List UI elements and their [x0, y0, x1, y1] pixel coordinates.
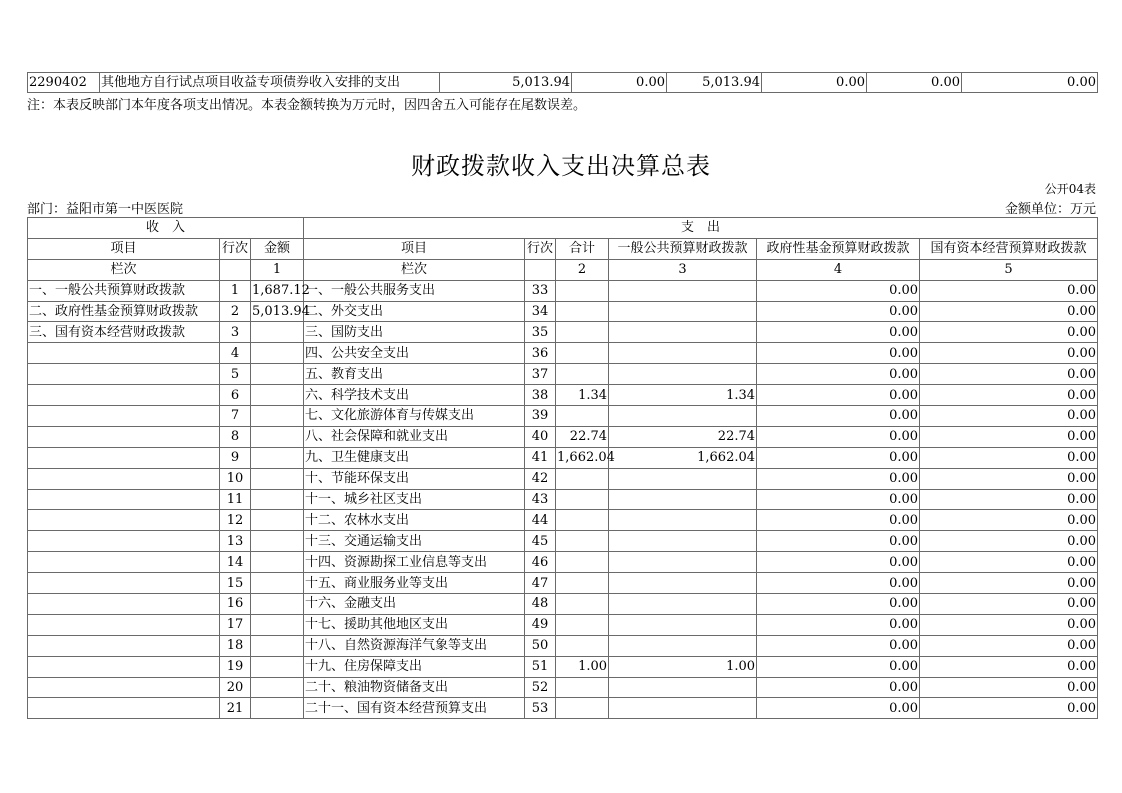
- header-row-columns: [28, 238, 1098, 259]
- expense-item: 九、卫生健康支出: [304, 447, 525, 468]
- income-item: 三、国有资本经营财政拨款: [28, 322, 220, 343]
- expense-row-no: 37: [525, 364, 556, 385]
- income-row-no: 14: [220, 552, 251, 573]
- expense-total: 1,662.04: [556, 447, 609, 468]
- table-row: [28, 426, 1098, 447]
- state-capital-value: 0.00: [920, 552, 1098, 573]
- gov-fund-value: 0.00: [757, 635, 920, 656]
- income-amount: [251, 635, 304, 656]
- expense-total: [556, 364, 609, 385]
- column-number: [525, 259, 556, 280]
- general-budget-value: [609, 301, 757, 322]
- gov-fund-value: 0.00: [757, 280, 920, 301]
- table-row: [28, 594, 1098, 615]
- general-budget-value: [609, 364, 757, 385]
- income-item: [28, 510, 220, 531]
- state-capital-value: 0.00: [920, 301, 1098, 322]
- expense-item: 一、一般公共服务支出: [304, 280, 525, 301]
- table-row: [28, 656, 1098, 677]
- general-budget-value: 1.00: [609, 656, 757, 677]
- gov-fund-value: 0.00: [757, 426, 920, 447]
- column-number: 1: [251, 259, 304, 280]
- state-capital-value: 0.00: [920, 489, 1098, 510]
- expense-total: [556, 635, 609, 656]
- amount-unit-label: 金额单位：万元: [1004, 202, 1096, 217]
- income-item: [28, 468, 220, 489]
- expense-item: 十八、自然资源海洋气象等支出: [304, 635, 525, 656]
- expense-item: 四、公共安全支出: [304, 343, 525, 364]
- expense-header: 支 出: [304, 218, 1098, 239]
- table-row: [28, 635, 1098, 656]
- table-row: [28, 343, 1098, 364]
- expense-item: 十六、金融支出: [304, 594, 525, 615]
- gov-fund-value: 0.00: [757, 322, 920, 343]
- income-row-no: 8: [220, 426, 251, 447]
- general-budget-value: [609, 468, 757, 489]
- general-budget-value: [609, 510, 757, 531]
- income-amount: [251, 364, 304, 385]
- general-budget-value: [609, 594, 757, 615]
- expense-row-no: 48: [525, 594, 556, 615]
- column-label: 栏次: [28, 259, 220, 280]
- table-row: [28, 447, 1098, 468]
- expense-row-no: 36: [525, 343, 556, 364]
- income-item: [28, 364, 220, 385]
- table-row: [28, 322, 1098, 343]
- state-capital-value: 0.00: [920, 364, 1098, 385]
- general-budget-value: [609, 614, 757, 635]
- expense-total: [556, 614, 609, 635]
- general-budget-value: [609, 677, 757, 698]
- income-amount: [251, 677, 304, 698]
- expense-item: 十、节能环保支出: [304, 468, 525, 489]
- income-amount: [251, 468, 304, 489]
- income-expense-summary-table: [27, 217, 1098, 719]
- table-row: [28, 385, 1098, 406]
- income-item-header: 项目: [28, 238, 220, 259]
- income-item: [28, 614, 220, 635]
- expense-row-no: 41: [525, 447, 556, 468]
- expense-row-no: 53: [525, 698, 556, 719]
- table-row: [28, 364, 1098, 385]
- expense-total: 1.34: [556, 385, 609, 406]
- income-item: [28, 385, 220, 406]
- table-row: [28, 531, 1098, 552]
- state-capital-value: 0.00: [920, 614, 1098, 635]
- table-row: [28, 280, 1098, 301]
- income-row-no: 12: [220, 510, 251, 531]
- income-row-no: 5: [220, 364, 251, 385]
- form-code: 公开04表: [1044, 182, 1096, 196]
- income-amount: [251, 406, 304, 427]
- expense-total: [556, 301, 609, 322]
- expense-total: [556, 698, 609, 719]
- expense-total: [556, 573, 609, 594]
- income-row-no: 10: [220, 468, 251, 489]
- income-item: [28, 406, 220, 427]
- income-amount: [251, 385, 304, 406]
- income-row-no: 9: [220, 447, 251, 468]
- expense-row-no: 44: [525, 510, 556, 531]
- expense-item: 三、国防支出: [304, 322, 525, 343]
- gov-fund-value: 0.00: [757, 343, 920, 364]
- expense-item: 十一、城乡社区支出: [304, 489, 525, 510]
- state-capital-value: 0.00: [920, 531, 1098, 552]
- gov-fund-value: 0.00: [757, 656, 920, 677]
- expense-item-header: 项目: [304, 238, 525, 259]
- expense-row-no: 42: [525, 468, 556, 489]
- income-item: [28, 635, 220, 656]
- income-item: [28, 343, 220, 364]
- expense-row-no: 39: [525, 406, 556, 427]
- income-item: [28, 698, 220, 719]
- income-amount-header: 金额: [251, 238, 304, 259]
- income-amount: [251, 447, 304, 468]
- expense-row-no: 50: [525, 635, 556, 656]
- gov-fund-value: 0.00: [757, 385, 920, 406]
- income-row-no: 1: [220, 280, 251, 301]
- function-code: 2290402: [28, 73, 100, 93]
- expense-item: 二、外交支出: [304, 301, 525, 322]
- general-budget-value: [609, 489, 757, 510]
- gov-fund-value: 0.00: [757, 406, 920, 427]
- expense-item: 十九、住房保障支出: [304, 656, 525, 677]
- income-amount: 5,013.94: [251, 301, 304, 322]
- page-title: 财政拨款收入支出决算总表: [411, 152, 711, 180]
- state-capital-value: 0.00: [920, 677, 1098, 698]
- general-budget-header: 一般公共预算财政拨款: [609, 238, 757, 259]
- gov-fund-value: 0.00: [757, 594, 920, 615]
- gov-fund-value: 0.00: [757, 468, 920, 489]
- general-budget-value: [609, 698, 757, 719]
- expense-row-no: 49: [525, 614, 556, 635]
- general-budget-value: 22.74: [609, 426, 757, 447]
- column-number: 3: [609, 259, 757, 280]
- table-row: [28, 614, 1098, 635]
- general-budget-value: [609, 531, 757, 552]
- column-number: 5: [920, 259, 1098, 280]
- header-row-sections: [28, 218, 1098, 239]
- income-amount: [251, 322, 304, 343]
- income-amount: [251, 552, 304, 573]
- state-capital-value: 0.00: [920, 656, 1098, 677]
- income-row-no: 13: [220, 531, 251, 552]
- column-number: [220, 259, 251, 280]
- income-row-no: 6: [220, 385, 251, 406]
- table-row: [28, 468, 1098, 489]
- expense-row-no: 46: [525, 552, 556, 573]
- gov-fund-value: 0.00: [757, 552, 920, 573]
- income-amount: [251, 698, 304, 719]
- expense-total: 22.74: [556, 426, 609, 447]
- income-row-no: 11: [220, 489, 251, 510]
- expense-row-no: 40: [525, 426, 556, 447]
- income-item: 一、一般公共预算财政拨款: [28, 280, 220, 301]
- gov-fund-value: 0.00: [757, 447, 920, 468]
- expense-total: [556, 510, 609, 531]
- income-item: [28, 447, 220, 468]
- table-row: [28, 406, 1098, 427]
- gov-fund-value: 0.00: [757, 614, 920, 635]
- state-capital-value: 0.00: [920, 322, 1098, 343]
- income-item: [28, 552, 220, 573]
- income-item: [28, 531, 220, 552]
- expense-item: 二十、粮油物资储备支出: [304, 677, 525, 698]
- cell-value: 5,013.94: [667, 73, 762, 93]
- income-item: [28, 426, 220, 447]
- state-capital-value: 0.00: [920, 447, 1098, 468]
- income-item: [28, 677, 220, 698]
- table-footnote: 注：本表反映部门本年度各项支出情况。本表金额转换为万元时，因四舍五入可能存在尾数误差。: [27, 98, 587, 113]
- income-item: [28, 656, 220, 677]
- income-row-no: 2: [220, 301, 251, 322]
- column-number: 4: [757, 259, 920, 280]
- state-capital-value: 0.00: [920, 635, 1098, 656]
- expense-row-no: 33: [525, 280, 556, 301]
- header-row-column-numbers: [28, 259, 1098, 280]
- expense-row-no: 34: [525, 301, 556, 322]
- expense-item: 十四、资源勘探工业信息等支出: [304, 552, 525, 573]
- table-row: [28, 552, 1098, 573]
- income-item: [28, 594, 220, 615]
- state-capital-value: 0.00: [920, 406, 1098, 427]
- income-row-no: 20: [220, 677, 251, 698]
- expense-row-no: 35: [525, 322, 556, 343]
- table-row: [28, 698, 1098, 719]
- state-capital-header: 国有资本经营预算财政拨款: [920, 238, 1098, 259]
- gov-fund-value: 0.00: [757, 364, 920, 385]
- expense-total: [556, 468, 609, 489]
- cell-value: 0.00: [867, 73, 962, 93]
- income-row-no: 16: [220, 594, 251, 615]
- income-item: [28, 573, 220, 594]
- department-label: 部门：益阳市第一中医医院: [27, 202, 184, 217]
- state-capital-value: 0.00: [920, 426, 1098, 447]
- expense-item: 六、科学技术支出: [304, 385, 525, 406]
- income-amount: [251, 594, 304, 615]
- expense-item: 七、文化旅游体育与传媒支出: [304, 406, 525, 427]
- previous-table-last-row: [27, 72, 1098, 93]
- general-budget-value: 1.34: [609, 385, 757, 406]
- expense-row-no-header: 行次: [525, 238, 556, 259]
- table-row: [28, 573, 1098, 594]
- column-label: 栏次: [304, 259, 525, 280]
- gov-fund-value: 0.00: [757, 489, 920, 510]
- income-amount: [251, 573, 304, 594]
- expense-item: 十三、交通运输支出: [304, 531, 525, 552]
- table-row: [28, 489, 1098, 510]
- state-capital-value: 0.00: [920, 343, 1098, 364]
- income-row-no: 19: [220, 656, 251, 677]
- expense-row-no: 52: [525, 677, 556, 698]
- state-capital-value: 0.00: [920, 573, 1098, 594]
- state-capital-value: 0.00: [920, 280, 1098, 301]
- expense-row-no: 51: [525, 656, 556, 677]
- expense-row-no: 45: [525, 531, 556, 552]
- income-amount: [251, 531, 304, 552]
- expense-total: [556, 322, 609, 343]
- general-budget-value: [609, 343, 757, 364]
- state-capital-value: 0.00: [920, 594, 1098, 615]
- column-number: 2: [556, 259, 609, 280]
- expense-total: 1.00: [556, 656, 609, 677]
- expense-item: 二十一、国有资本经营预算支出: [304, 698, 525, 719]
- cell-value: 0.00: [572, 73, 667, 93]
- expense-total: [556, 677, 609, 698]
- expense-total: [556, 594, 609, 615]
- income-amount: [251, 426, 304, 447]
- expense-total: [556, 280, 609, 301]
- cell-value: 0.00: [762, 73, 867, 93]
- state-capital-value: 0.00: [920, 385, 1098, 406]
- function-name: 其他地方自行试点项目收益专项债券收入安排的支出: [100, 73, 440, 93]
- income-row-no-header: 行次: [220, 238, 251, 259]
- expense-total: [556, 552, 609, 573]
- expense-item: 八、社会保障和就业支出: [304, 426, 525, 447]
- general-budget-value: [609, 322, 757, 343]
- income-amount: [251, 656, 304, 677]
- expense-item: 五、教育支出: [304, 364, 525, 385]
- expense-item: 十二、农林水支出: [304, 510, 525, 531]
- general-budget-value: 1,662.04: [609, 447, 757, 468]
- expense-total: [556, 406, 609, 427]
- general-budget-value: [609, 406, 757, 427]
- table-row: [28, 73, 1098, 93]
- gov-fund-value: 0.00: [757, 573, 920, 594]
- income-item: 二、政府性基金预算财政拨款: [28, 301, 220, 322]
- gov-fund-value: 0.00: [757, 677, 920, 698]
- expense-row-no: 43: [525, 489, 556, 510]
- state-capital-value: 0.00: [920, 698, 1098, 719]
- expense-total: [556, 489, 609, 510]
- general-budget-value: [609, 552, 757, 573]
- income-row-no: 4: [220, 343, 251, 364]
- gov-fund-value: 0.00: [757, 531, 920, 552]
- income-row-no: 3: [220, 322, 251, 343]
- expense-row-no: 47: [525, 573, 556, 594]
- general-budget-value: [609, 280, 757, 301]
- income-amount: 1,687.12: [251, 280, 304, 301]
- gov-fund-value: 0.00: [757, 510, 920, 531]
- state-capital-value: 0.00: [920, 510, 1098, 531]
- gov-fund-value: 0.00: [757, 301, 920, 322]
- expense-total: [556, 531, 609, 552]
- total-header: 合计: [556, 238, 609, 259]
- cell-value: 5,013.94: [440, 73, 572, 93]
- gov-fund-header: 政府性基金预算财政拨款: [757, 238, 920, 259]
- general-budget-value: [609, 635, 757, 656]
- income-amount: [251, 343, 304, 364]
- income-amount: [251, 510, 304, 531]
- general-budget-value: [609, 573, 757, 594]
- table-row: [28, 677, 1098, 698]
- income-header: 收 入: [28, 218, 304, 239]
- income-row-no: 7: [220, 406, 251, 427]
- income-row-no: 21: [220, 698, 251, 719]
- state-capital-value: 0.00: [920, 468, 1098, 489]
- expense-row-no: 38: [525, 385, 556, 406]
- income-item: [28, 489, 220, 510]
- table-row: [28, 510, 1098, 531]
- table-row: [28, 301, 1098, 322]
- income-row-no: 15: [220, 573, 251, 594]
- expense-item: 十五、商业服务业等支出: [304, 573, 525, 594]
- income-amount: [251, 614, 304, 635]
- cell-value: 0.00: [962, 73, 1098, 93]
- income-amount: [251, 489, 304, 510]
- expense-total: [556, 343, 609, 364]
- gov-fund-value: 0.00: [757, 698, 920, 719]
- income-row-no: 18: [220, 635, 251, 656]
- income-row-no: 17: [220, 614, 251, 635]
- expense-item: 十七、援助其他地区支出: [304, 614, 525, 635]
